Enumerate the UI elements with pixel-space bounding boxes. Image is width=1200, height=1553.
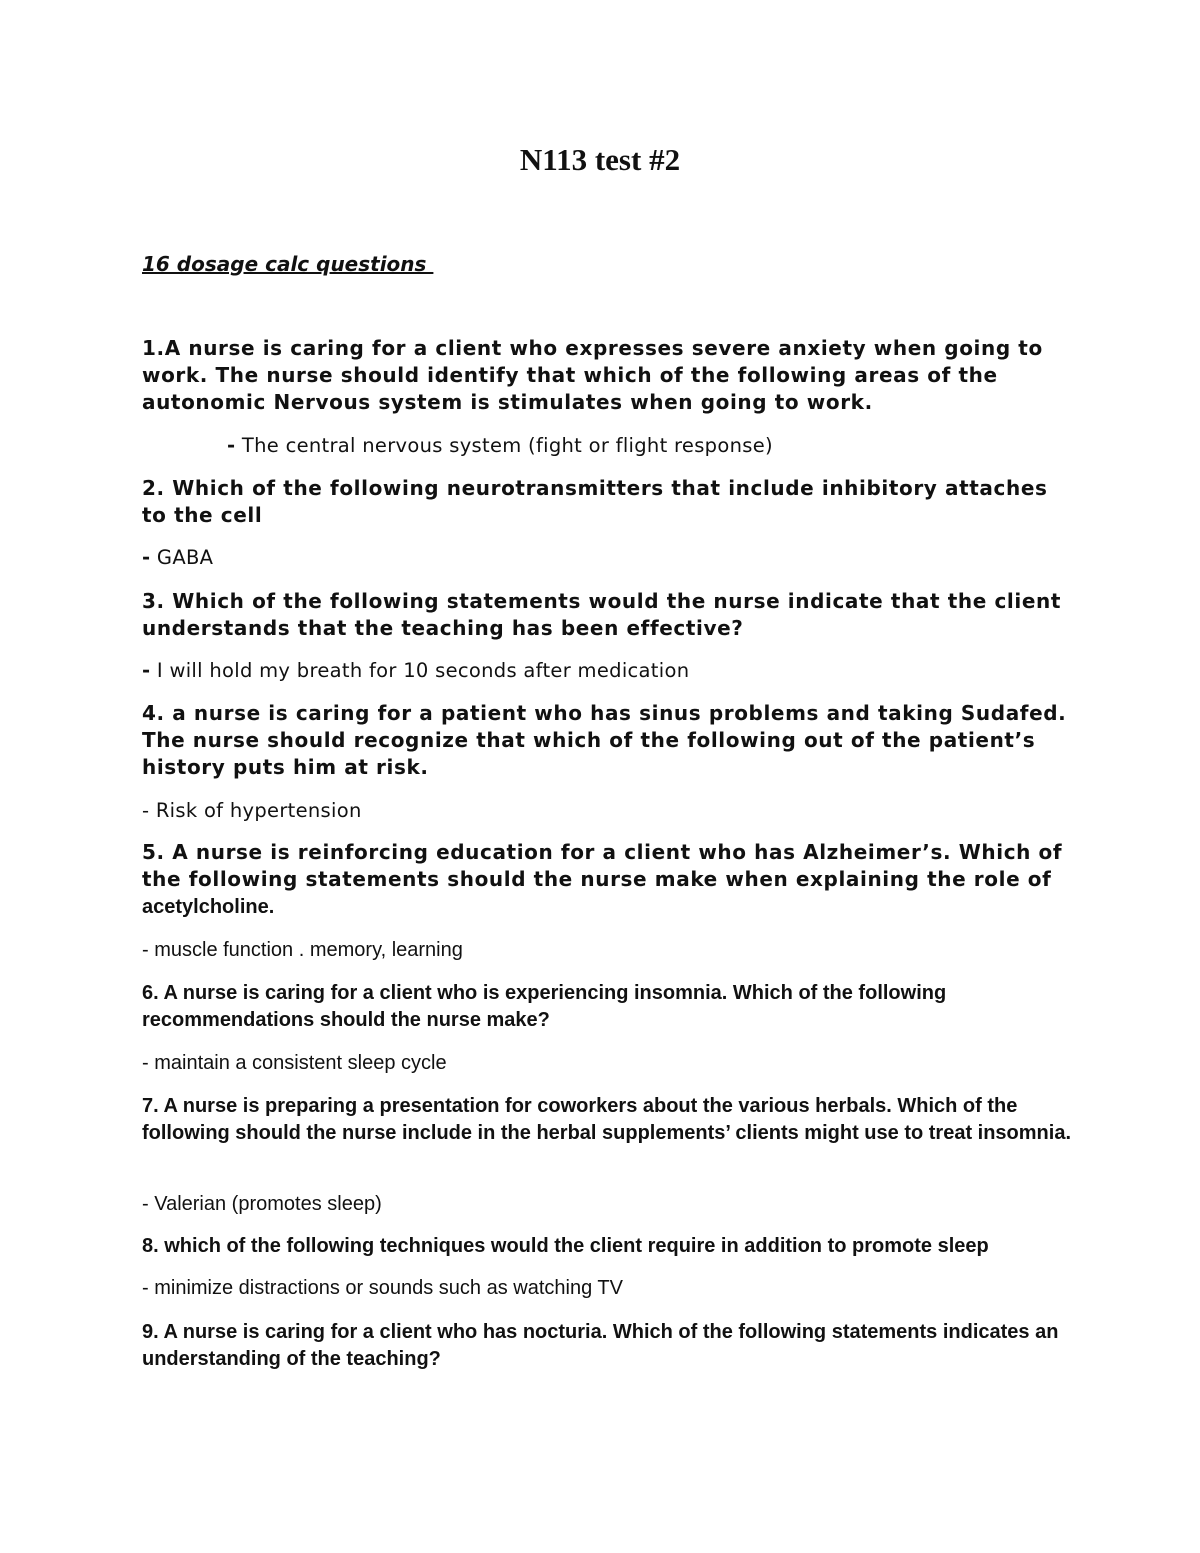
answer-7: - Valerian (promotes sleep) xyxy=(142,1193,382,1215)
answer-2 xyxy=(142,544,1072,571)
answer-4: - Risk of hypertension xyxy=(142,799,362,822)
answer-text: I will hold my breath for 10 seconds after medication xyxy=(150,659,690,682)
question-emphasis: acetylcholine. xyxy=(142,896,275,918)
answer-dash: - xyxy=(142,659,151,682)
question-4: 4. a nurse is caring for a patient who has sinus problems and taking Sudafed. The nurse should recognize that which of the following out of the patient’s history puts him at risk. xyxy=(142,701,1067,779)
answer-3 xyxy=(142,657,1072,684)
answer-6: - maintain a consistent sleep cycle xyxy=(142,1052,447,1074)
answer-1 xyxy=(142,432,1157,459)
question-1: 1.A nurse is caring for a client who expresses severe anxiety when going to work. The nurse should identify that which of the following areas of the autonomic Nervous system is stimulates when going to work. xyxy=(142,336,1043,414)
document-subtitle: 16 dosage calc questions xyxy=(142,252,434,276)
question-text: 5. A nurse is reinforcing education for a client who has Alzheimer’s. Which of the following statements should the nurse make when explaining the role of xyxy=(142,840,1063,891)
answer-text: GABA xyxy=(150,546,214,569)
question-9: 9. A nurse is caring for a client who has nocturia. Which of the following statements indicates an understanding of the teaching? xyxy=(142,1321,1059,1370)
question-6: 6. A nurse is caring for a client who is experiencing insomnia. Which of the following recommendations should the nurse make? xyxy=(142,982,947,1031)
question-8: 8. which of the following techniques would the client require in addition to promote sleep xyxy=(142,1235,989,1257)
answer-text: The central nervous system (fight or flight response) xyxy=(235,434,773,457)
question-3: 3. Which of the following statements would the nurse indicate that the client understands that the teaching has been effective? xyxy=(142,589,1061,640)
answer-dash: - xyxy=(227,434,236,457)
document-title: N113 test #2 xyxy=(519,142,681,177)
answer-dash: - xyxy=(142,546,151,569)
question-5 xyxy=(142,839,1072,921)
question-7: 7. A nurse is preparing a presentation for coworkers about the various herbals. Which of the following should the nurse include in the herbal supplements’ clients might use to treat insomnia. xyxy=(142,1095,1072,1144)
answer-8: - minimize distractions or sounds such as watching TV xyxy=(142,1277,623,1299)
question-2: 2. Which of the following neurotransmitters that include inhibitory attaches to the cell xyxy=(142,476,1048,527)
answer-5: - muscle function . memory, learning xyxy=(142,939,463,961)
